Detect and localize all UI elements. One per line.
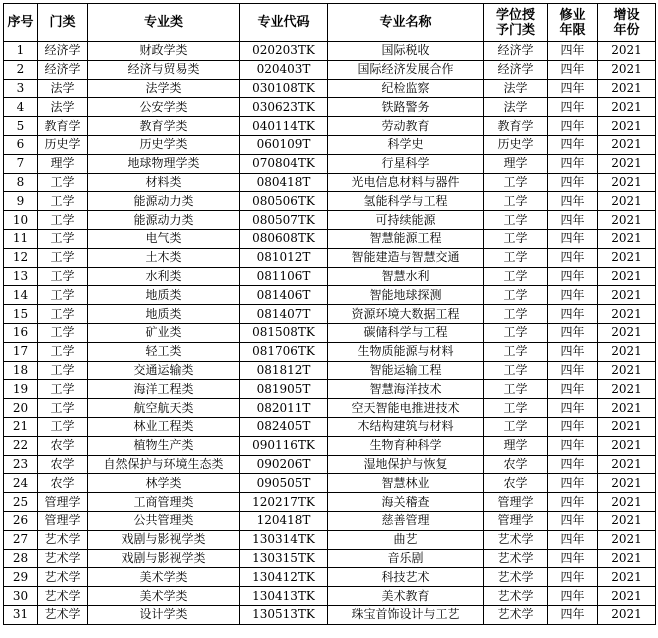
cell-index: 23 xyxy=(4,455,38,474)
table-row xyxy=(4,511,656,530)
cell-degree-category: 教育学 xyxy=(484,117,548,136)
cell-year-added: 2021 xyxy=(598,305,656,324)
cell-year-added: 2021 xyxy=(598,549,656,568)
cell-duration: 四年 xyxy=(548,361,598,380)
cell-major-name: 生物育种科学 xyxy=(328,436,484,455)
cell-major-name: 木结构建筑与材料 xyxy=(328,417,484,436)
cell-major-code: 020403T xyxy=(240,60,328,79)
cell-major-code: 080507TK xyxy=(240,211,328,230)
cell-major-class: 工商管理类 xyxy=(88,493,240,512)
table-row xyxy=(4,474,656,493)
cell-major-code: 082011T xyxy=(240,399,328,418)
table-row xyxy=(4,211,656,230)
cell-major-class: 戏剧与影视学类 xyxy=(88,549,240,568)
cell-major-name: 海关稽查 xyxy=(328,493,484,512)
cell-year-added: 2021 xyxy=(598,511,656,530)
cell-major-name: 智慧海洋技术 xyxy=(328,380,484,399)
cell-major-name: 资源环境大数据工程 xyxy=(328,305,484,324)
cell-duration: 四年 xyxy=(548,117,598,136)
table-row xyxy=(4,455,656,474)
table-row xyxy=(4,192,656,211)
table-row xyxy=(4,587,656,606)
cell-major-class: 能源动力类 xyxy=(88,211,240,230)
cell-category: 工学 xyxy=(38,323,88,342)
table-row xyxy=(4,229,656,248)
cell-degree-category: 工学 xyxy=(484,361,548,380)
cell-index: 12 xyxy=(4,248,38,267)
table-row xyxy=(4,399,656,418)
cell-year-added: 2021 xyxy=(598,229,656,248)
cell-year-added: 2021 xyxy=(598,323,656,342)
table-row xyxy=(4,417,656,436)
cell-category: 工学 xyxy=(38,192,88,211)
cell-year-added: 2021 xyxy=(598,380,656,399)
cell-duration: 四年 xyxy=(548,455,598,474)
cell-index: 10 xyxy=(4,211,38,230)
cell-major-code: 030108TK xyxy=(240,79,328,98)
cell-degree-category: 艺术学 xyxy=(484,530,548,549)
cell-degree-category: 理学 xyxy=(484,154,548,173)
cell-degree-category: 工学 xyxy=(484,173,548,192)
cell-major-name: 可持续能源 xyxy=(328,211,484,230)
cell-major-code: 081812T xyxy=(240,361,328,380)
cell-major-code: 090206T xyxy=(240,455,328,474)
cell-major-code: 060109T xyxy=(240,135,328,154)
cell-degree-category: 工学 xyxy=(484,342,548,361)
cell-duration: 四年 xyxy=(548,248,598,267)
cell-degree-category: 工学 xyxy=(484,399,548,418)
cell-major-name: 碳储科学与工程 xyxy=(328,323,484,342)
cell-duration: 四年 xyxy=(548,436,598,455)
cell-major-class: 航空航天类 xyxy=(88,399,240,418)
cell-year-added: 2021 xyxy=(598,605,656,624)
cell-duration: 四年 xyxy=(548,380,598,399)
cell-category: 艺术学 xyxy=(38,568,88,587)
cell-year-added: 2021 xyxy=(598,399,656,418)
table-row xyxy=(4,60,656,79)
cell-category: 工学 xyxy=(38,173,88,192)
cell-degree-category: 工学 xyxy=(484,211,548,230)
cell-major-name: 光电信息材料与器件 xyxy=(328,173,484,192)
cell-category: 法学 xyxy=(38,79,88,98)
cell-major-class: 地球物理学类 xyxy=(88,154,240,173)
cell-duration: 四年 xyxy=(548,323,598,342)
cell-major-name: 纪检监察 xyxy=(328,79,484,98)
cell-index: 22 xyxy=(4,436,38,455)
cell-major-name: 国际税收 xyxy=(328,42,484,61)
table-row xyxy=(4,42,656,61)
cell-category: 工学 xyxy=(38,361,88,380)
cell-category: 艺术学 xyxy=(38,530,88,549)
cell-duration: 四年 xyxy=(548,587,598,606)
cell-major-code: 030623TK xyxy=(240,98,328,117)
cell-major-class: 海洋工程类 xyxy=(88,380,240,399)
cell-index: 25 xyxy=(4,493,38,512)
cell-major-code: 081508TK xyxy=(240,323,328,342)
cell-degree-category: 艺术学 xyxy=(484,587,548,606)
table-row xyxy=(4,568,656,587)
cell-major-code: 090116TK xyxy=(240,436,328,455)
cell-major-name: 湿地保护与恢复 xyxy=(328,455,484,474)
cell-major-name: 行星科学 xyxy=(328,154,484,173)
cell-year-added: 2021 xyxy=(598,135,656,154)
cell-major-class: 植物生产类 xyxy=(88,436,240,455)
cell-year-added: 2021 xyxy=(598,267,656,286)
cell-year-added: 2021 xyxy=(598,154,656,173)
cell-year-added: 2021 xyxy=(598,173,656,192)
cell-major-class: 林学类 xyxy=(88,474,240,493)
cell-major-class: 地质类 xyxy=(88,286,240,305)
cell-degree-category: 工学 xyxy=(484,248,548,267)
cell-degree-category: 工学 xyxy=(484,417,548,436)
cell-year-added: 2021 xyxy=(598,98,656,117)
header-major-name: 专业名称 xyxy=(328,4,484,42)
cell-duration: 四年 xyxy=(548,267,598,286)
cell-year-added: 2021 xyxy=(598,286,656,305)
table-row xyxy=(4,79,656,98)
cell-index: 4 xyxy=(4,98,38,117)
cell-duration: 四年 xyxy=(548,229,598,248)
cell-major-code: 081407T xyxy=(240,305,328,324)
cell-duration: 四年 xyxy=(548,79,598,98)
cell-major-code: 090505T xyxy=(240,474,328,493)
cell-major-code: 130412TK xyxy=(240,568,328,587)
cell-major-class: 设计学类 xyxy=(88,605,240,624)
table-row xyxy=(4,173,656,192)
cell-duration: 四年 xyxy=(548,98,598,117)
cell-index: 11 xyxy=(4,229,38,248)
cell-year-added: 2021 xyxy=(598,568,656,587)
cell-index: 3 xyxy=(4,79,38,98)
cell-year-added: 2021 xyxy=(598,417,656,436)
cell-category: 工学 xyxy=(38,380,88,399)
cell-major-name: 智慧水利 xyxy=(328,267,484,286)
table-row xyxy=(4,361,656,380)
cell-category: 工学 xyxy=(38,417,88,436)
cell-category: 工学 xyxy=(38,211,88,230)
table-row xyxy=(4,286,656,305)
cell-major-name: 生物质能源与材料 xyxy=(328,342,484,361)
cell-degree-category: 农学 xyxy=(484,474,548,493)
cell-index: 28 xyxy=(4,549,38,568)
cell-degree-category: 经济学 xyxy=(484,60,548,79)
cell-duration: 四年 xyxy=(548,286,598,305)
cell-major-class: 美术学类 xyxy=(88,587,240,606)
cell-degree-category: 艺术学 xyxy=(484,568,548,587)
cell-index: 15 xyxy=(4,305,38,324)
cell-year-added: 2021 xyxy=(598,455,656,474)
header-year-added: 增设年份 xyxy=(598,4,656,42)
cell-degree-category: 工学 xyxy=(484,192,548,211)
cell-degree-category: 法学 xyxy=(484,98,548,117)
cell-major-name: 科学史 xyxy=(328,135,484,154)
header-major-code: 专业代码 xyxy=(240,4,328,42)
cell-major-class: 地质类 xyxy=(88,305,240,324)
cell-year-added: 2021 xyxy=(598,192,656,211)
cell-degree-category: 工学 xyxy=(484,380,548,399)
cell-index: 2 xyxy=(4,60,38,79)
cell-index: 21 xyxy=(4,417,38,436)
cell-category: 理学 xyxy=(38,154,88,173)
cell-major-class: 材料类 xyxy=(88,173,240,192)
cell-major-code: 082405T xyxy=(240,417,328,436)
cell-duration: 四年 xyxy=(548,399,598,418)
cell-major-name: 铁路警务 xyxy=(328,98,484,117)
cell-degree-category: 历史学 xyxy=(484,135,548,154)
cell-index: 24 xyxy=(4,474,38,493)
cell-index: 9 xyxy=(4,192,38,211)
cell-index: 18 xyxy=(4,361,38,380)
cell-duration: 四年 xyxy=(548,474,598,493)
cell-category: 工学 xyxy=(38,267,88,286)
table-row xyxy=(4,135,656,154)
cell-category: 经济学 xyxy=(38,42,88,61)
cell-major-name: 智慧林业 xyxy=(328,474,484,493)
table-row xyxy=(4,117,656,136)
table-body xyxy=(4,42,656,625)
cell-major-code: 130315TK xyxy=(240,549,328,568)
cell-major-name: 音乐剧 xyxy=(328,549,484,568)
cell-degree-category: 管理学 xyxy=(484,511,548,530)
cell-major-name: 智慧能源工程 xyxy=(328,229,484,248)
table-row xyxy=(4,98,656,117)
cell-category: 工学 xyxy=(38,229,88,248)
cell-major-code: 120217TK xyxy=(240,493,328,512)
cell-major-code: 130513TK xyxy=(240,605,328,624)
cell-index: 8 xyxy=(4,173,38,192)
cell-degree-category: 法学 xyxy=(484,79,548,98)
cell-year-added: 2021 xyxy=(598,342,656,361)
cell-year-added: 2021 xyxy=(598,436,656,455)
table-row xyxy=(4,305,656,324)
cell-major-class: 美术学类 xyxy=(88,568,240,587)
cell-category: 管理学 xyxy=(38,493,88,512)
cell-major-name: 氢能科学与工程 xyxy=(328,192,484,211)
cell-major-class: 经济与贸易类 xyxy=(88,60,240,79)
cell-major-name: 珠宝首饰设计与工艺 xyxy=(328,605,484,624)
cell-major-code: 081406T xyxy=(240,286,328,305)
cell-degree-category: 经济学 xyxy=(484,42,548,61)
cell-major-code: 040114TK xyxy=(240,117,328,136)
table-row xyxy=(4,493,656,512)
cell-major-class: 电气类 xyxy=(88,229,240,248)
cell-year-added: 2021 xyxy=(598,587,656,606)
cell-major-class: 公共管理类 xyxy=(88,511,240,530)
cell-major-name: 科技艺术 xyxy=(328,568,484,587)
cell-duration: 四年 xyxy=(548,305,598,324)
cell-duration: 四年 xyxy=(548,568,598,587)
cell-category: 工学 xyxy=(38,248,88,267)
cell-category: 艺术学 xyxy=(38,549,88,568)
cell-major-name: 空天智能电推进技术 xyxy=(328,399,484,418)
cell-index: 17 xyxy=(4,342,38,361)
cell-degree-category: 工学 xyxy=(484,305,548,324)
cell-degree-category: 艺术学 xyxy=(484,549,548,568)
cell-degree-category: 工学 xyxy=(484,267,548,286)
cell-degree-category: 工学 xyxy=(484,323,548,342)
majors-table xyxy=(3,3,656,625)
cell-duration: 四年 xyxy=(548,60,598,79)
cell-duration: 四年 xyxy=(548,417,598,436)
cell-degree-category: 工学 xyxy=(484,229,548,248)
cell-index: 20 xyxy=(4,399,38,418)
table-row xyxy=(4,530,656,549)
cell-major-code: 081706TK xyxy=(240,342,328,361)
cell-major-code: 080608TK xyxy=(240,229,328,248)
cell-year-added: 2021 xyxy=(598,211,656,230)
cell-degree-category: 工学 xyxy=(484,286,548,305)
cell-index: 31 xyxy=(4,605,38,624)
header-duration: 修业年限 xyxy=(548,4,598,42)
cell-index: 7 xyxy=(4,154,38,173)
header-degree-category: 学位授予门类 xyxy=(484,4,548,42)
cell-duration: 四年 xyxy=(548,42,598,61)
cell-major-class: 交通运输类 xyxy=(88,361,240,380)
table-row xyxy=(4,549,656,568)
cell-major-class: 财政学类 xyxy=(88,42,240,61)
cell-duration: 四年 xyxy=(548,154,598,173)
cell-major-class: 法学类 xyxy=(88,79,240,98)
cell-major-code: 080506TK xyxy=(240,192,328,211)
cell-major-code: 120418T xyxy=(240,511,328,530)
table-row xyxy=(4,323,656,342)
cell-degree-category: 理学 xyxy=(484,436,548,455)
cell-year-added: 2021 xyxy=(598,493,656,512)
cell-category: 艺术学 xyxy=(38,587,88,606)
cell-major-name: 劳动教育 xyxy=(328,117,484,136)
cell-duration: 四年 xyxy=(548,192,598,211)
cell-major-name: 智能建造与智慧交通 xyxy=(328,248,484,267)
cell-category: 工学 xyxy=(38,342,88,361)
cell-duration: 四年 xyxy=(548,605,598,624)
cell-degree-category: 管理学 xyxy=(484,493,548,512)
cell-index: 30 xyxy=(4,587,38,606)
cell-category: 法学 xyxy=(38,98,88,117)
table-row xyxy=(4,267,656,286)
header-category: 门类 xyxy=(38,4,88,42)
cell-category: 历史学 xyxy=(38,135,88,154)
cell-index: 29 xyxy=(4,568,38,587)
cell-index: 19 xyxy=(4,380,38,399)
cell-major-name: 智能地球探测 xyxy=(328,286,484,305)
cell-category: 教育学 xyxy=(38,117,88,136)
cell-duration: 四年 xyxy=(548,493,598,512)
table-header-row xyxy=(4,4,656,42)
cell-duration: 四年 xyxy=(548,211,598,230)
table-row xyxy=(4,248,656,267)
cell-index: 16 xyxy=(4,323,38,342)
cell-category: 工学 xyxy=(38,305,88,324)
table-row xyxy=(4,380,656,399)
cell-category: 经济学 xyxy=(38,60,88,79)
cell-degree-category: 艺术学 xyxy=(484,605,548,624)
table-row xyxy=(4,436,656,455)
table-row xyxy=(4,605,656,624)
cell-duration: 四年 xyxy=(548,342,598,361)
cell-year-added: 2021 xyxy=(598,60,656,79)
cell-major-class: 教育学类 xyxy=(88,117,240,136)
cell-category: 农学 xyxy=(38,455,88,474)
cell-category: 管理学 xyxy=(38,511,88,530)
cell-major-code: 081106T xyxy=(240,267,328,286)
cell-major-class: 水利类 xyxy=(88,267,240,286)
cell-duration: 四年 xyxy=(548,135,598,154)
cell-year-added: 2021 xyxy=(598,474,656,493)
cell-major-name: 美术教育 xyxy=(328,587,484,606)
cell-category: 工学 xyxy=(38,399,88,418)
header-index: 序号 xyxy=(4,4,38,42)
cell-duration: 四年 xyxy=(548,511,598,530)
cell-major-name: 曲艺 xyxy=(328,530,484,549)
cell-index: 27 xyxy=(4,530,38,549)
cell-major-code: 070804TK xyxy=(240,154,328,173)
cell-major-class: 历史学类 xyxy=(88,135,240,154)
table-row xyxy=(4,154,656,173)
cell-major-name: 慈善管理 xyxy=(328,511,484,530)
cell-duration: 四年 xyxy=(548,549,598,568)
cell-major-class: 能源动力类 xyxy=(88,192,240,211)
cell-duration: 四年 xyxy=(548,530,598,549)
cell-major-class: 矿业类 xyxy=(88,323,240,342)
cell-major-name: 智能运输工程 xyxy=(328,361,484,380)
cell-major-class: 戏剧与影视学类 xyxy=(88,530,240,549)
cell-index: 6 xyxy=(4,135,38,154)
cell-degree-category: 农学 xyxy=(484,455,548,474)
cell-major-class: 轻工类 xyxy=(88,342,240,361)
cell-major-code: 020203TK xyxy=(240,42,328,61)
cell-index: 1 xyxy=(4,42,38,61)
cell-year-added: 2021 xyxy=(598,248,656,267)
cell-index: 26 xyxy=(4,511,38,530)
cell-category: 农学 xyxy=(38,474,88,493)
cell-major-code: 081905T xyxy=(240,380,328,399)
header-major-class: 专业类 xyxy=(88,4,240,42)
cell-major-class: 林业工程类 xyxy=(88,417,240,436)
cell-index: 14 xyxy=(4,286,38,305)
cell-year-added: 2021 xyxy=(598,79,656,98)
cell-major-code: 130413TK xyxy=(240,587,328,606)
cell-major-code: 080418T xyxy=(240,173,328,192)
cell-year-added: 2021 xyxy=(598,530,656,549)
cell-category: 农学 xyxy=(38,436,88,455)
table-row xyxy=(4,342,656,361)
cell-category: 艺术学 xyxy=(38,605,88,624)
cell-major-class: 自然保护与环境生态类 xyxy=(88,455,240,474)
cell-year-added: 2021 xyxy=(598,361,656,380)
cell-major-code: 081012T xyxy=(240,248,328,267)
cell-year-added: 2021 xyxy=(598,42,656,61)
cell-major-class: 土木类 xyxy=(88,248,240,267)
cell-major-name: 国际经济发展合作 xyxy=(328,60,484,79)
cell-major-code: 130314TK xyxy=(240,530,328,549)
cell-year-added: 2021 xyxy=(598,117,656,136)
cell-index: 13 xyxy=(4,267,38,286)
cell-major-class: 公安学类 xyxy=(88,98,240,117)
cell-category: 工学 xyxy=(38,286,88,305)
cell-index: 5 xyxy=(4,117,38,136)
cell-duration: 四年 xyxy=(548,173,598,192)
